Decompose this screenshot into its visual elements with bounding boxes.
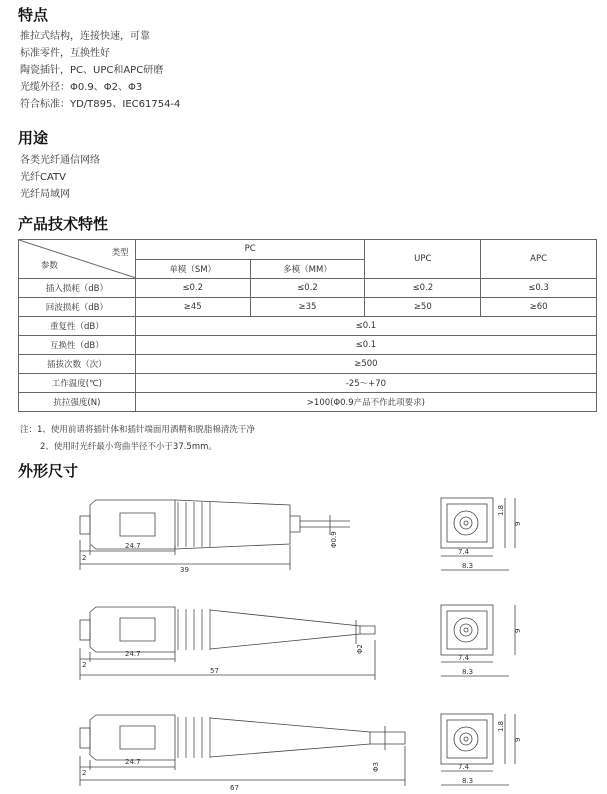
feature-item: 符合标准：YD/T895、IEC61754-4 <box>20 99 181 110</box>
feature-item: 陶瓷插针，PC、UPC和APC研磨 <box>20 65 164 76</box>
cell-all: -25～+70 <box>135 374 596 393</box>
dim-label: 2 <box>82 554 87 562</box>
dim-label: 7.4 <box>458 763 470 771</box>
mm-header: 多模（MM） <box>250 259 365 279</box>
connector-side-view-3 <box>80 715 405 786</box>
usage-title: 用途 <box>18 129 49 147</box>
note-1: 注：1、使用前请将插针体和插针端面用酒精和脱脂棉清洗干净 <box>20 425 255 435</box>
cell-apc: ≤0.3 <box>481 279 597 298</box>
dim-label: 67 <box>230 784 239 792</box>
usage-item: 光纤CATV <box>20 172 66 183</box>
row-label: 插拔次数（次） <box>19 355 136 374</box>
features-title: 特点 <box>18 6 49 24</box>
cell-upc: ≤0.2 <box>365 279 481 298</box>
dim-label: 57 <box>210 667 219 675</box>
dim-label: 39 <box>180 566 189 574</box>
dim-label: 24.7 <box>125 650 141 658</box>
dim-label: 9 <box>514 521 522 526</box>
dim-label: 2 <box>82 661 87 669</box>
connector-front-view-2 <box>441 605 515 676</box>
dim-label: 8.3 <box>462 777 474 785</box>
row-label: 抗拉强度(N) <box>19 393 136 412</box>
connector-side-view-2 <box>80 607 375 680</box>
cell-mm: ≤0.2 <box>250 279 365 298</box>
dimensions-title: 外形尺寸 <box>18 462 79 480</box>
cell-sm: ≥45 <box>135 298 250 317</box>
pc-header: PC <box>135 240 365 260</box>
apc-header: APC <box>481 240 597 279</box>
type-label: 类型 <box>111 248 129 258</box>
dim-label: 1.8 <box>497 720 505 732</box>
cell-sm: ≤0.2 <box>135 279 250 298</box>
feature-item: 推拉式结构，连接快速，可靠 <box>20 31 150 42</box>
dim-label: Φ2 <box>356 644 364 654</box>
dim-label: Φ0.9 <box>330 531 338 548</box>
cell-apc: ≥60 <box>481 298 597 317</box>
upc-header: UPC <box>365 240 481 279</box>
sm-header: 单模（SM） <box>135 259 250 279</box>
cell-all: >100(Φ0.9产品不作此项要求) <box>135 393 596 412</box>
row-label: 重复性（dB） <box>19 317 136 336</box>
dim-label: 24.7 <box>125 758 141 766</box>
row-label: 工作温度(℃) <box>19 374 136 393</box>
row-label: 回波损耗（dB） <box>19 298 136 317</box>
dim-label: 9 <box>514 737 522 742</box>
param-label: 参数 <box>41 261 59 271</box>
specs-title: 产品技术特性 <box>18 215 109 233</box>
row-label: 插入损耗（dB） <box>19 279 136 298</box>
dim-label: 1.8 <box>497 504 505 516</box>
feature-item: 光缆外径：Φ0.9、Φ2、Φ3 <box>20 82 143 93</box>
note-2: 2、使用时光纤最小弯曲半径不小于37.5mm。 <box>40 442 217 452</box>
usage-item: 各类光纤通信网络 <box>20 155 100 166</box>
dim-label: 7.4 <box>458 654 470 662</box>
cell-upc: ≥50 <box>365 298 481 317</box>
connector-side-view-1 <box>80 500 350 570</box>
dim-label: 8.3 <box>462 668 474 676</box>
usage-item: 光纤局域网 <box>20 189 70 200</box>
dim-label: 8.3 <box>462 562 474 570</box>
dim-label: 24.7 <box>125 542 141 550</box>
dim-label: Φ3 <box>372 762 380 772</box>
cell-mm: ≥35 <box>250 298 365 317</box>
dim-label: 2 <box>82 769 87 777</box>
cell-all: ≤0.1 <box>135 317 596 336</box>
cell-all: ≥500 <box>135 355 596 374</box>
dim-label: 9 <box>514 628 522 633</box>
row-label: 互换性（dB） <box>19 336 136 355</box>
dim-label: 7.4 <box>458 548 470 556</box>
cell-all: ≤0.1 <box>135 336 596 355</box>
feature-item: 标准零件，互换性好 <box>20 48 110 59</box>
